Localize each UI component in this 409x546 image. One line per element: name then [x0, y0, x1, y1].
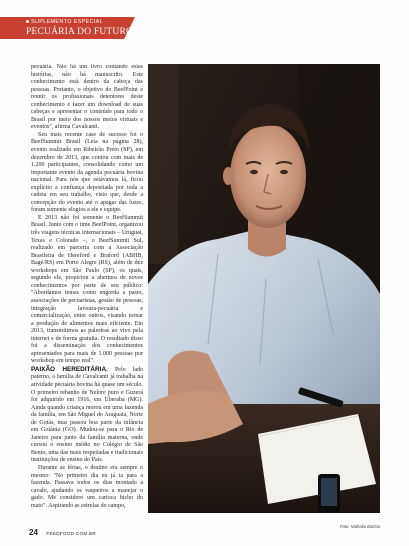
article-column	[31, 64, 143, 526]
subhead: PAIXÃO HEREDITÁRIA.	[31, 365, 108, 373]
photo-credit: Foto: Nathalia Batista	[339, 524, 380, 529]
section-title: PECUÁRIA DO FUTURO	[26, 27, 134, 37]
bullet-icon	[26, 20, 29, 23]
article-paragraph: Seu mais recente case de sucesso foi o BeefSummit Brasil (Leia na página 28), evento realizado em Ribeirão Preto (SP), em dezembro de 2013, que contou com mais de 1.200 participantes, consolidando como um importante evento da agenda pecuária bovina nacional. Para nós que estávamos lá, ficou explícito a confiança depositada por toda a cadeia em seu trabalho, visto que, desde a concepção do evento até o apagar das luzes, foram somente elogios a ele e equipe.	[31, 131, 143, 214]
portrait-photo	[148, 64, 380, 513]
site-url: FEEDFOOD.COM.BR	[46, 531, 97, 536]
page-footer	[29, 522, 96, 540]
article-paragraph: Durante as férias, o destino era sempre o mesmo: "No primeiro dia eu já ia para a fazenda. Passava todos os dias montado a cavalo, ajudando os vaqueiros a manejar o gado. Me considero um carioca bicho do mato". Aspirando as estrelas do campo,	[31, 464, 143, 509]
page-number: 24	[29, 528, 38, 537]
supplement-kicker: SUPLEMENTO ESPECIAL	[26, 19, 103, 25]
article-paragraph-with-subhead	[31, 366, 143, 465]
article-text: Pelo lado paterno, a família de Cavalcanti já trabalha na atividade pecuária bovina há quase um século. O primeiro rebanho de Nelore puro e Guzerá foi adquirido em 1916, em Uberaba (MG). Ainda quando criança morou em uma fazenda da família, em São Miguel do Araguaia, Norte de Goiás, mas passou boa parte da infância em Goiânia (GO). Mudou-se para o Rio de Janeiro para junto da família materna, onde cursou o ensino médio no Colégio de São Bento, uma das mais respeitadas e tradicionais instituições de ensino do País.	[31, 366, 143, 464]
article-paragraph: pecuária. Não há um livro contando estas histórias, não há manuscrito. Este conhecimento está dentro da cabeça das pessoas. Portanto, o objetivo do BeefPoint é reunir os profissionais detentores deste conhecimento e fazer um download de suas cabeças e apresentar o conteúdo para todo o Brasil por meio dos nossos meios virtuais e eventos", afirma Cavalcanti.	[31, 64, 143, 131]
portrait-illustration	[148, 64, 380, 513]
article-paragraph: E 2013 não foi somente o BeefSummit Brasil. Junto com o time BeefPoint, organizou três viagens técnicas internacionais – Uruguai, Texas e Colorado –, o BeefSummit Sul, realizado em parceria com a Associação Brasileira de Hereford e Braford (ABHB, Bagé/RS) em Porto Alegre (RS), além de dez workshops em São Paulo (SP), os quais, segundo ele, propiciou a abertura de novos conhecimentos por parte de seu público: "Abordamos temas como engorda a pasto, associações de pecuaristas, gestão de pessoas, integração lavoura-pecuária e comercialização, entre outros, visando tornar a produção de alimentos mais eficiente. Em 2013, transmitimos as palestras ao vivo pela internet e de forma gratuita. O resultado disso foi a disseminação dos conhecimentos apresentados para mais de 1.000 pessoas por workshop em tempo real".	[31, 214, 143, 365]
